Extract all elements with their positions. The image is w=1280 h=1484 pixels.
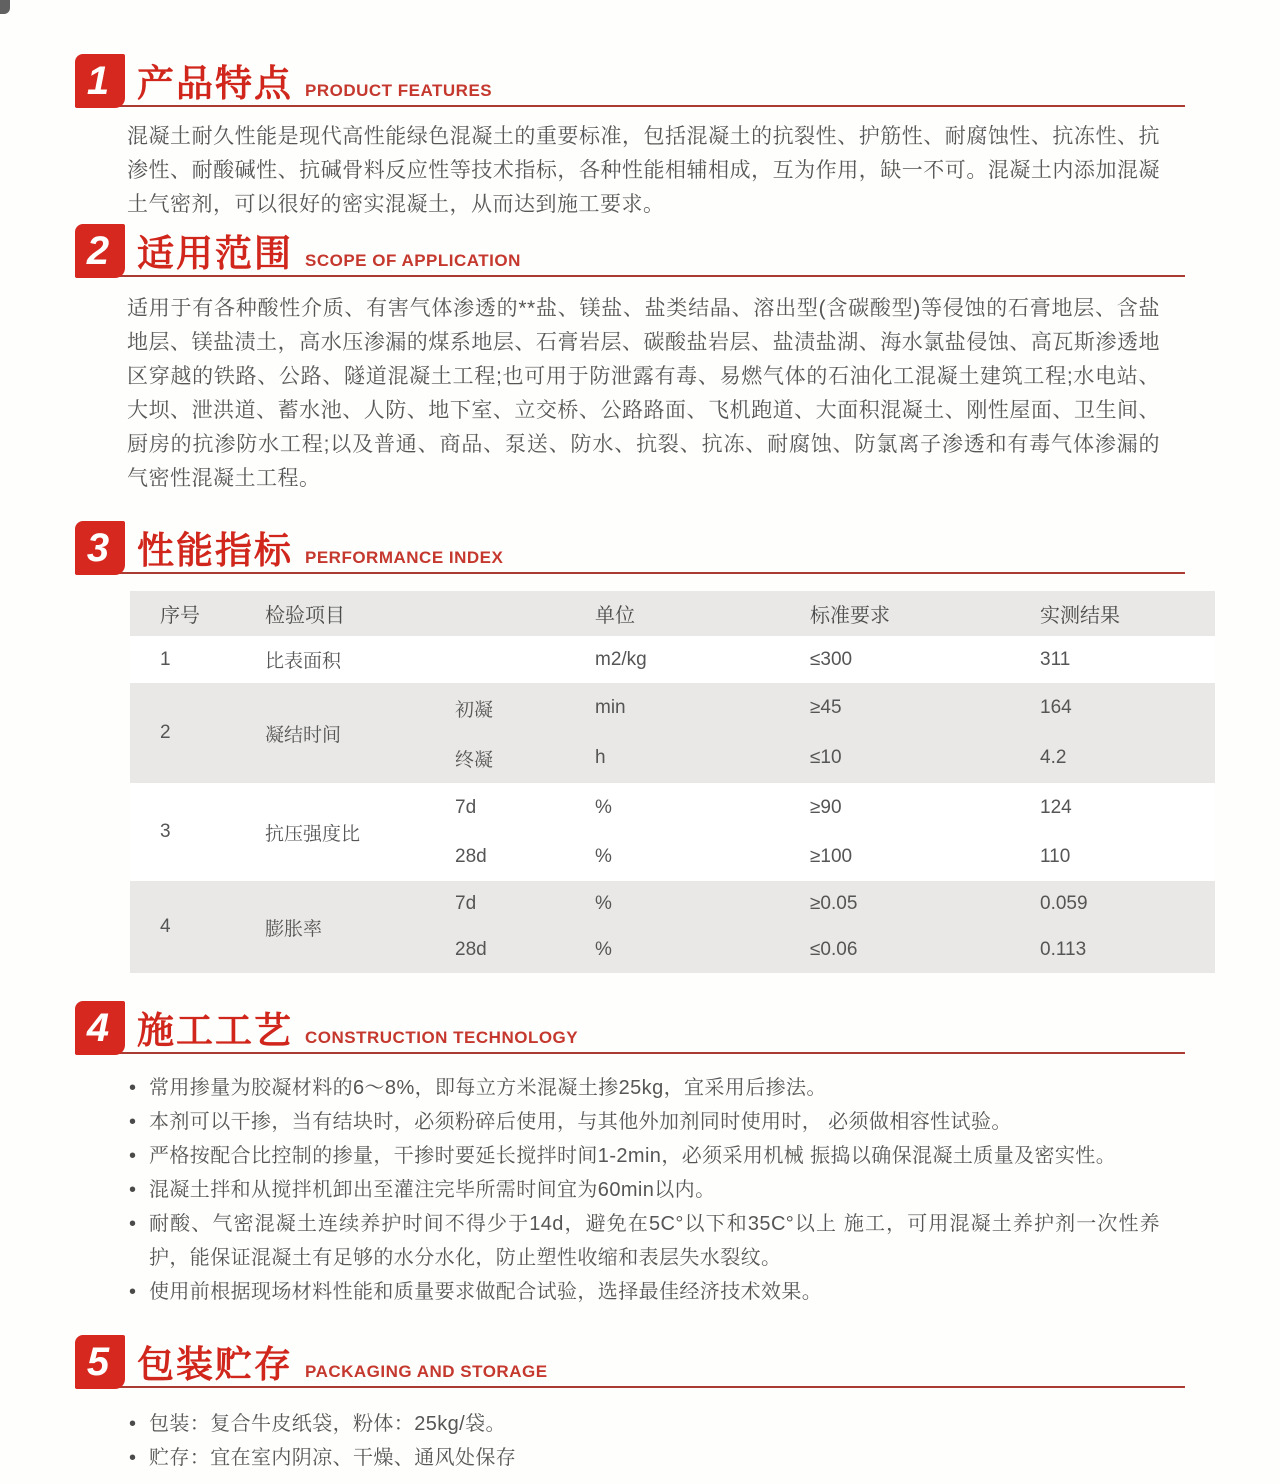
cell-item: 抗压强度比 [265, 823, 361, 845]
section-titles [137, 65, 492, 102]
cell-result: 164 [1040, 697, 1072, 718]
section-title-en: PRODUCT FEATURES [305, 81, 493, 100]
section-title-zh: 产品特点 [137, 63, 293, 104]
cell-seq: 3 [160, 821, 171, 842]
section-titles [137, 1346, 548, 1383]
table-row-group [130, 636, 1215, 683]
section-rule [75, 105, 1185, 107]
cell-seq: 2 [160, 722, 171, 743]
header-cell-result: 实测结果 [1040, 605, 1120, 627]
section-number-badge [75, 1335, 125, 1389]
packaging-bullet-list [127, 1407, 1160, 1475]
product-features-paragraph: 混凝土耐久性能是现代高性能绿色混凝土的重要标准，包括混凝土的抗裂性、护筋性、耐腐蚀性、抗冻性、抗渗性、耐酸碱性、抗碱骨料反应性等技术指标，各种性能相辅相成，互为作用，缺一不可。混凝土内添加混凝土气密剂，可以很好的密实混凝土，从而达到施工要求。 [127, 125, 1160, 216]
section-rule [75, 275, 1185, 277]
bullet-item: • 本剂可以干掺，当有结块时，必须粉碎后使用，与其他外加剂同时使用时， 必须做相容性试验。 [127, 1105, 1160, 1139]
cell-result: 124 [1040, 796, 1072, 818]
section-title-zh: 适用范围 [137, 233, 293, 274]
header-cell-item: 检验项目 [265, 605, 345, 627]
section-header-performance [75, 521, 1185, 577]
bullet-item: • 混凝土拌和从搅拌机卸出至灌注完毕所需时间宜为60min以内。 [127, 1173, 1160, 1207]
bullet-item: • 包装：复合牛皮纸袋，粉体：25kg/袋。 [127, 1407, 1160, 1441]
section-titles [137, 1012, 578, 1049]
section-title-en: CONSTRUCTION TECHNOLOGY [305, 1028, 579, 1047]
cell-unit: % [595, 845, 612, 867]
scan-artifact [0, 0, 10, 14]
cell-standard: ≤10 [810, 747, 842, 768]
section-title-en: PACKAGING AND STORAGE [305, 1362, 548, 1381]
header-cell-seq: 序号 [160, 605, 200, 627]
section-header-product-features [75, 54, 1185, 110]
cell-seq: 4 [160, 916, 171, 937]
section-title-zh: 施工工艺 [137, 1010, 293, 1051]
section-title-zh: 性能指标 [137, 530, 293, 571]
section-rule [75, 1052, 1185, 1054]
section-number: 2 [86, 228, 110, 273]
section-number: 3 [86, 525, 110, 570]
section-titles [137, 532, 503, 569]
section-number-badge [75, 521, 125, 575]
cell-sub: 28d [455, 939, 487, 960]
performance-table [130, 591, 1215, 973]
cell-sub: 终凝 [455, 749, 494, 771]
cell-result: 311 [1040, 648, 1071, 670]
section-number: 4 [86, 1005, 110, 1050]
bullet-item: • 耐酸、气密混凝土连续养护时间不得少于14d，避免在5C°以下和35C°以上 施工，可用混凝土养护剂一次性养护，能保证混凝土有足够的水分水化，防止塑性收缩和表层失水裂纹。 [127, 1207, 1160, 1275]
cell-standard: ≤0.06 [810, 939, 858, 960]
table-header-row [130, 591, 1215, 636]
cell-result: 0.113 [1040, 939, 1087, 960]
cell-result: 0.059 [1040, 893, 1088, 914]
cell-standard: ≥100 [810, 845, 853, 867]
cell-seq: 1 [160, 648, 171, 670]
header-cell-unit: 单位 [595, 605, 635, 627]
cell-item: 凝结时间 [265, 724, 342, 746]
construction-bullet-list [127, 1071, 1160, 1309]
cell-sub: 28d [455, 845, 487, 867]
cell-item: 比表面积 [265, 651, 342, 672]
table-row-group [130, 683, 1215, 783]
header-cell-standard: 标准要求 [810, 605, 890, 627]
cell-sub [440, 636, 570, 683]
bullet-item: • 使用前根据现场材料性能和质量要求做配合试验，选择最佳经济技术效果。 [127, 1275, 1160, 1309]
section-title-zh: 包装贮存 [137, 1344, 293, 1385]
page-content [0, 54, 1280, 1475]
scope-paragraph: 适用于有各种酸性介质、有害气体渗透的**盐、镁盐、盐类结晶、溶出型(含碳酸型)等侵蚀的石膏地层、含盐地层、镁盐渍土，高水压渗漏的煤系地层、石膏岩层、碳酸盐岩层、盐渍盐湖、海水氯盐侵蚀、高瓦斯渗透地区穿越的铁路、公路、隧道混凝土工程;也可用于防泄露有毒、易燃气体的石油化工混凝土建筑工程;水电站、大坝、泄洪道、蓄水池、人防、地下室、立交桥、公路路面、飞机跑道、大面积混凝土、刚性屋面、卫生间、厨房的抗渗防水工程;以及普通、商品、泵送、防水、抗裂、抗冻、耐腐蚀、防氯离子渗透和有毒气体渗漏的气密性混凝土工程。 [127, 297, 1160, 490]
bullet-item: • 贮存：宜在室内阴凉、干燥、通风处保存 [127, 1441, 1160, 1475]
cell-standard: ≤300 [810, 648, 853, 670]
section-number: 5 [86, 1339, 110, 1384]
bullet-item: • 常用掺量为胶凝材料的6～8%，即每立方米混凝土掺25kg，宜采用后掺法。 [127, 1071, 1160, 1105]
bullet-item: • 严格按配合比控制的掺量，干掺时要延长搅拌时间1-2min，必须采用机械 振捣以确保混凝土质量及密实性。 [127, 1139, 1160, 1173]
section-header-scope [75, 224, 1185, 280]
table-row-group [130, 783, 1215, 881]
section-header-construction [75, 1001, 1185, 1057]
section-rule [75, 1386, 1185, 1388]
cell-unit: m2/kg [595, 648, 647, 670]
cell-sub: 初凝 [455, 699, 494, 721]
section-number-badge [75, 224, 125, 278]
cell-unit: % [595, 939, 612, 960]
cell-sub: 7d [455, 893, 477, 914]
section-title-en: SCOPE OF APPLICATION [305, 251, 521, 270]
table-row-group [130, 881, 1215, 973]
cell-item: 膨胀率 [265, 918, 323, 940]
cell-unit: min [595, 697, 626, 718]
section-number-badge [75, 1001, 125, 1055]
section-title-en: PERFORMANCE INDEX [305, 548, 504, 567]
cell-unit: % [595, 893, 612, 914]
cell-result: 4.2 [1040, 747, 1067, 768]
section-rule [75, 572, 1185, 574]
section-header-packaging [75, 1335, 1185, 1391]
cell-unit: % [595, 796, 612, 818]
section-number-badge [75, 54, 125, 108]
cell-sub: 7d [455, 796, 477, 818]
cell-standard: ≥45 [810, 697, 842, 718]
section-number: 1 [86, 58, 110, 103]
cell-standard: ≥0.05 [810, 893, 858, 914]
cell-unit: h [595, 747, 606, 768]
section-titles [137, 235, 521, 272]
cell-standard: ≥90 [810, 796, 842, 818]
cell-result: 110 [1040, 845, 1071, 867]
